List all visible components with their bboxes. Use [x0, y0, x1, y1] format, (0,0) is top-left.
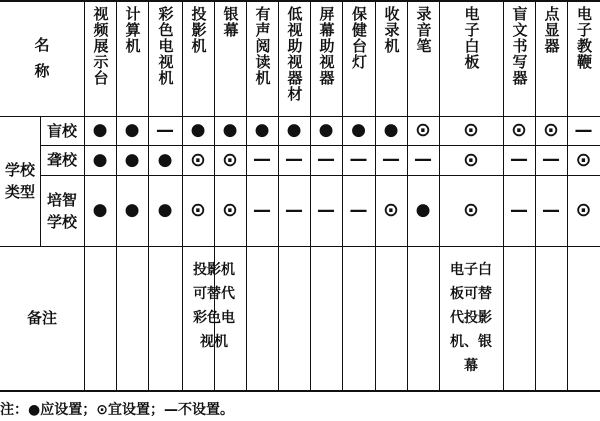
table-cell: ⊙: [463, 199, 479, 221]
remark-line: 代投影: [450, 310, 492, 326]
row-label-text: 盲校: [46, 121, 77, 140]
row-label-text: 培智: [46, 190, 77, 209]
table-cell: —: [253, 149, 271, 170]
school-type-label: [0, 116, 40, 246]
table-cell: —: [285, 199, 303, 221]
header-voice-pen: [407, 0, 439, 116]
table-cell: ⊙: [575, 148, 592, 171]
header-computer: [116, 0, 148, 116]
row-label-deaf-school: [40, 145, 84, 175]
header-screen: [214, 0, 246, 116]
table-cell: ⊙: [463, 119, 479, 141]
header-recorder: [375, 0, 407, 116]
table-cell: ⊙: [383, 199, 399, 221]
group-label-line: 学校: [4, 161, 35, 179]
column-label: 彩色电视机: [156, 6, 175, 86]
remark-line: 彩色电: [193, 310, 235, 326]
table-cell: —: [414, 149, 432, 170]
table-cell: ●: [415, 200, 431, 220]
table-cell: ●: [92, 200, 108, 220]
table-cell: —: [317, 149, 335, 170]
row-label-text: 聋校: [46, 151, 77, 169]
header-braille-writer: [503, 0, 535, 116]
header-video-presenter: [84, 0, 116, 116]
row-label-special-school: [40, 175, 84, 246]
column-label: 电子白板: [462, 6, 481, 70]
remark-line: 投影机: [193, 262, 235, 278]
column-label: 电子教鞭: [575, 6, 593, 70]
remark-line: 可替代: [193, 286, 235, 302]
table-cell: ●: [318, 120, 334, 140]
header-desk-lamp: [342, 0, 375, 116]
header-e-pointer: [567, 0, 600, 116]
column-label: 有声阅读机: [253, 6, 272, 86]
table-cell: —: [156, 119, 174, 141]
table-cell: ⊙: [190, 148, 206, 171]
remark-projector: [182, 246, 246, 390]
column-label: 视频展示台: [91, 6, 110, 86]
row-label-blind-school: [40, 116, 84, 145]
table-cell: ⊙: [463, 148, 479, 171]
table-cell: ⊙: [222, 199, 238, 221]
header-whiteboard: [439, 0, 503, 116]
table-cell: —: [253, 199, 271, 221]
remark-line: 幕: [464, 358, 478, 374]
remark-line: 视机: [200, 334, 228, 350]
column-label: 录音笔: [414, 6, 433, 54]
table-cell: ⊙: [543, 119, 559, 141]
header-low-vision-aids: [278, 0, 310, 116]
table-cell: ⊙: [190, 199, 206, 221]
column-label: 计算机: [123, 6, 142, 54]
remarks-label: [0, 246, 84, 390]
name-column-header: [0, 0, 84, 116]
name-header-char: 名: [34, 36, 50, 54]
table-cell: —: [510, 149, 528, 170]
table-cell: ●: [157, 200, 173, 220]
table-footnote: 注：●应设置；⊙宜设置；—不设置。: [0, 402, 234, 418]
table-cell: —: [317, 199, 335, 221]
table-cell: ●: [92, 149, 108, 170]
table-cell: —: [542, 199, 560, 221]
table-cell: —: [510, 199, 528, 221]
table-cell: ⊙: [575, 199, 592, 221]
table-cell: ●: [286, 120, 302, 140]
remark-line: 电子白: [450, 262, 492, 278]
remark-line: 机、银: [450, 334, 492, 350]
column-label: 收录机: [382, 6, 401, 54]
column-label: 银幕: [221, 6, 240, 38]
table-cell: ●: [254, 120, 270, 140]
header-projector: [182, 0, 214, 116]
column-label: 屏幕助视器: [317, 6, 336, 86]
table-cell: ●: [383, 120, 399, 140]
remarks-label-text: 备注: [26, 309, 57, 327]
row-label-text: 学校: [46, 212, 77, 231]
column-label: 投影机: [189, 6, 208, 54]
table-cell: ●: [351, 120, 366, 140]
table-cell: ●: [124, 149, 140, 170]
column-label: 点显器: [542, 6, 561, 54]
table-cell: ●: [190, 120, 206, 140]
remark-whiteboard: [439, 246, 503, 390]
table-cell: —: [349, 149, 368, 170]
table-cell: —: [542, 149, 560, 170]
table-cell: ●: [222, 120, 238, 140]
table-cell: —: [349, 199, 368, 221]
column-label: 低视助视器材: [285, 6, 304, 102]
table-cell: ●: [124, 120, 140, 140]
header-braille-display: [535, 0, 567, 116]
header-screen-magnifier: [310, 0, 342, 116]
table-cell: ●: [92, 120, 108, 140]
column-label: 盲文书写器: [510, 6, 529, 86]
table-cell: —: [285, 149, 303, 170]
table-cell: —: [574, 119, 593, 141]
table-cell: ●: [157, 149, 173, 170]
row-divider: [0, 246, 600, 247]
header-audio-reader: [246, 0, 278, 116]
table-cell: ⊙: [222, 148, 238, 171]
table-cell: ●: [124, 200, 140, 220]
name-header-char: 称: [34, 62, 50, 80]
table-cell: ⊙: [415, 119, 431, 141]
header-color-tv: [148, 0, 182, 116]
remark-line: 板可替: [450, 286, 492, 302]
column-label: 保健台灯: [350, 6, 368, 70]
table-cell: ⊙: [511, 119, 527, 141]
group-label-line: 类型: [4, 183, 35, 201]
table-cell: —: [382, 149, 400, 170]
table-bottom-border: [0, 390, 600, 392]
